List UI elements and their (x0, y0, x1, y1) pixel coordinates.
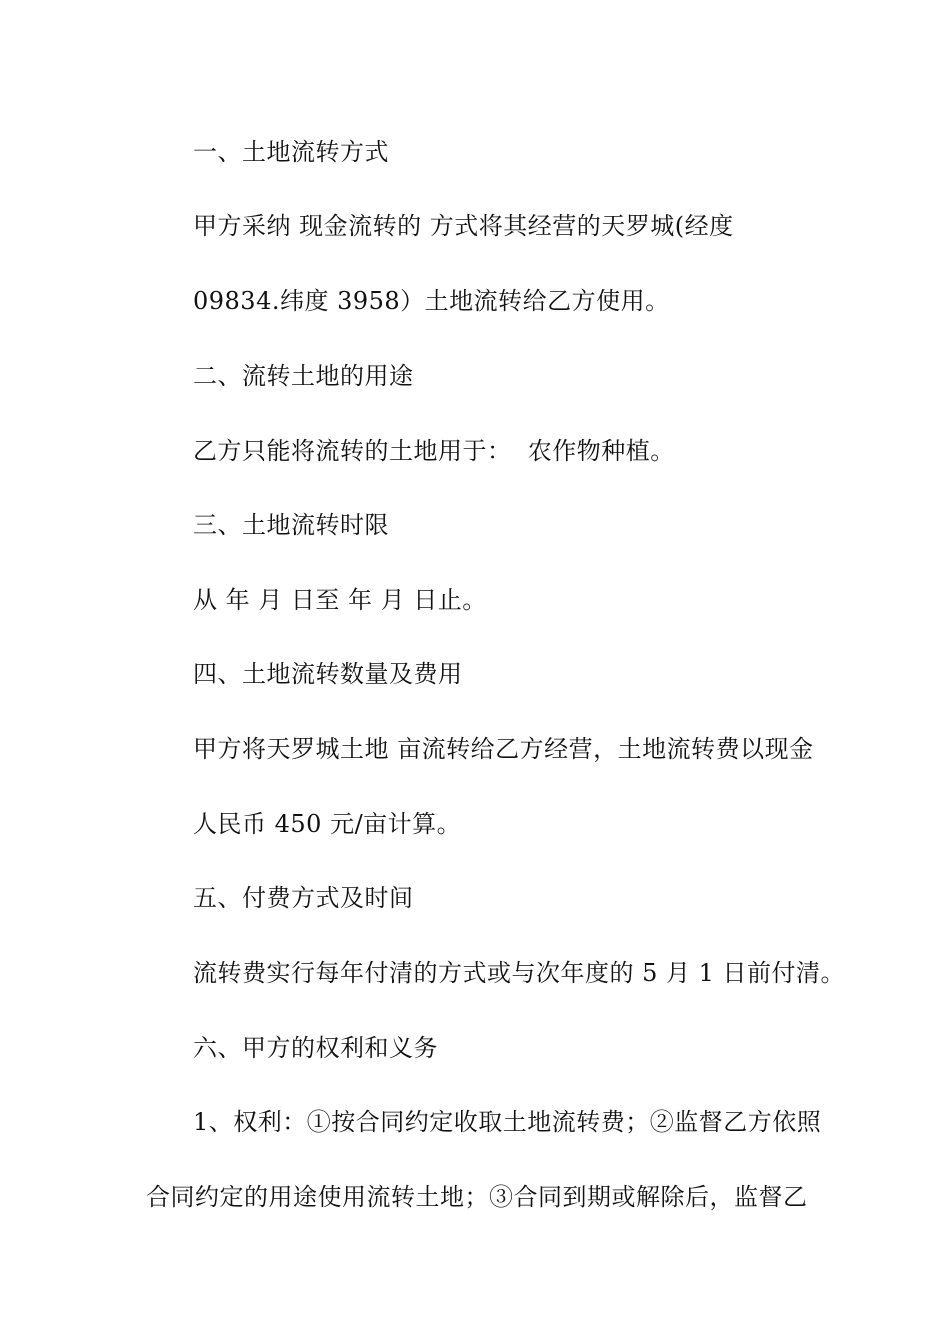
section-heading-quantity-fees: 四、土地流转数量及费用 (193, 660, 463, 688)
paragraph-line: 1、权利：①按合同约定收取土地流转费；②监督乙方依照 (193, 1108, 822, 1136)
paragraph-line: 从 年 月 日至 年 月 日止。 (193, 586, 487, 614)
paragraph-line: 人民币 450 元/亩计算。 (193, 810, 462, 838)
section-heading-land-use: 二、流转土地的用途 (193, 362, 414, 390)
section-heading-party-a-rights: 六、甲方的权利和义务 (193, 1034, 438, 1062)
paragraph-line: 09834.纬度 3958）土地流转给乙方使用。 (193, 287, 670, 315)
paragraph-line: 合同约定的用途使用流转土地；③合同到期或解除后，监督乙 (146, 1183, 808, 1211)
paragraph-line: 甲方采纳 现金流转的 方式将其经营的天罗城(经度 (193, 212, 734, 240)
paragraph-line: 流转费实行每年付清的方式或与次年度的 5 月 1 日前付清。 (193, 959, 846, 987)
paragraph-line: 乙方只能将流转的土地用于： 农作物种植。 (193, 437, 675, 465)
section-heading-transfer-method: 一、土地流转方式 (193, 138, 389, 166)
section-heading-payment: 五、付费方式及时间 (193, 884, 414, 912)
section-heading-term: 三、土地流转时限 (193, 511, 389, 539)
paragraph-line: 甲方将天罗城土地 亩流转给乙方经营，土地流转费以现金 (193, 735, 814, 763)
